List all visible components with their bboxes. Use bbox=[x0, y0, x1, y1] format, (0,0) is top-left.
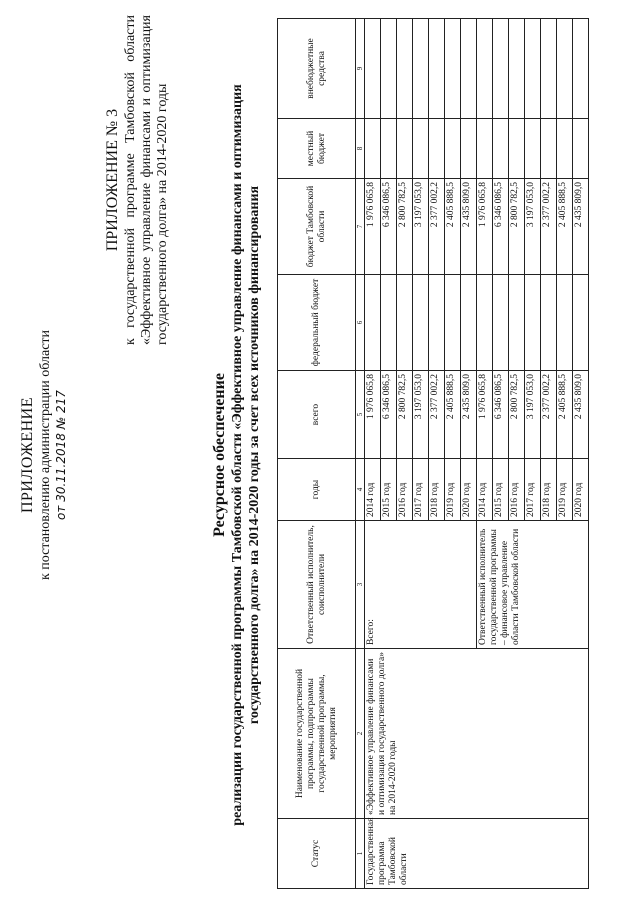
total-cell: 1 976 065,8 bbox=[477, 371, 493, 459]
local-cell bbox=[493, 119, 509, 179]
table-header-row bbox=[278, 19, 356, 889]
federal-cell bbox=[493, 275, 509, 371]
regional-cell: 2 800 782,5 bbox=[509, 179, 525, 275]
regional-cell: 2 435 809,0 bbox=[461, 179, 477, 275]
column-number-row bbox=[356, 19, 365, 889]
year-cell: 2014 год bbox=[477, 459, 493, 521]
col-number: 3 bbox=[356, 521, 365, 649]
federal-cell bbox=[525, 275, 541, 371]
total-cell: 3 197 053,0 bbox=[525, 371, 541, 459]
total-cell: 1 976 065,8 bbox=[365, 371, 381, 459]
year-cell: 2019 год bbox=[445, 459, 461, 521]
col-header-status: Статус bbox=[278, 819, 356, 889]
total-cell: 6 346 086,5 bbox=[493, 371, 509, 459]
total-cell: 3 197 053,0 bbox=[413, 371, 429, 459]
federal-cell bbox=[509, 275, 525, 371]
total-cell: 2 435 809,0 bbox=[573, 371, 589, 459]
federal-cell bbox=[365, 275, 381, 371]
total-cell: 2 405 888,5 bbox=[445, 371, 461, 459]
total-cell: 2 800 782,5 bbox=[509, 371, 525, 459]
federal-cell bbox=[461, 275, 477, 371]
local-cell bbox=[557, 119, 573, 179]
program-name-cell: «Эффективное управление финансами и оптимизация государственного долга» на 2014-2020 годы bbox=[365, 649, 589, 819]
local-cell bbox=[413, 119, 429, 179]
local-cell bbox=[381, 119, 397, 179]
regional-cell: 2 405 888,5 bbox=[557, 179, 573, 275]
federal-cell bbox=[557, 275, 573, 371]
total-cell: 6 346 086,5 bbox=[381, 371, 397, 459]
regional-cell: 1 976 065,8 bbox=[365, 179, 381, 275]
total-cell: 2 800 782,5 bbox=[397, 371, 413, 459]
extrabudget-cell bbox=[413, 19, 429, 119]
col-number: 8 bbox=[356, 119, 365, 179]
regional-cell: 6 346 086,5 bbox=[493, 179, 509, 275]
regional-cell: 2 435 809,0 bbox=[573, 179, 589, 275]
total-cell: 2 377 002,2 bbox=[429, 371, 445, 459]
executor-responsible-cell: Ответственный исполнитель государственной программы – финансовое управление области Тамбовской области bbox=[477, 521, 589, 649]
local-cell bbox=[541, 119, 557, 179]
total-cell: 2 377 002,2 bbox=[541, 371, 557, 459]
federal-cell bbox=[477, 275, 493, 371]
local-cell bbox=[573, 119, 589, 179]
year-cell: 2016 год bbox=[397, 459, 413, 521]
year-cell: 2018 год bbox=[429, 459, 445, 521]
col-number: 2 bbox=[356, 649, 365, 819]
regional-cell: 1 976 065,8 bbox=[477, 179, 493, 275]
col-header-executor: Ответственный исполнитель, соисполнители bbox=[278, 521, 356, 649]
resource-table bbox=[277, 18, 589, 889]
federal-cell bbox=[381, 275, 397, 371]
federal-cell bbox=[445, 275, 461, 371]
local-cell bbox=[477, 119, 493, 179]
title-line-1: Ресурсное обеспечение bbox=[211, 373, 228, 537]
regional-cell: 2 377 002,2 bbox=[429, 179, 445, 275]
document-title bbox=[211, 55, 263, 855]
regional-cell: 2 377 002,2 bbox=[541, 179, 557, 275]
extrabudget-cell bbox=[525, 19, 541, 119]
local-cell bbox=[445, 119, 461, 179]
extrabudget-cell bbox=[493, 19, 509, 119]
federal-cell bbox=[397, 275, 413, 371]
col-header-years: годы bbox=[278, 459, 356, 521]
extrabudget-cell bbox=[541, 19, 557, 119]
year-cell: 2018 год bbox=[541, 459, 557, 521]
local-cell bbox=[461, 119, 477, 179]
year-cell: 2017 год bbox=[413, 459, 429, 521]
federal-cell bbox=[573, 275, 589, 371]
regional-cell: 2 405 888,5 bbox=[445, 179, 461, 275]
local-cell bbox=[429, 119, 445, 179]
local-cell bbox=[509, 119, 525, 179]
extrabudget-cell bbox=[429, 19, 445, 119]
extrabudget-cell bbox=[397, 19, 413, 119]
extrabudget-cell bbox=[461, 19, 477, 119]
title-line-2: реализации государственной программы Тамбовской области «Эффективное управление финансами и оптимизация государственного долга» на 2014-2020 годы за счет всех источников финансирования bbox=[230, 84, 262, 826]
col-number: 6 bbox=[356, 275, 365, 371]
local-cell bbox=[365, 119, 381, 179]
col-header-name: Наименование государственной программы, подпрограммы государственной программы, мероприятия bbox=[278, 649, 356, 819]
col-number: 5 bbox=[356, 371, 365, 459]
federal-cell bbox=[413, 275, 429, 371]
total-cell: 2 435 809,0 bbox=[461, 371, 477, 459]
col-number: 1 bbox=[356, 819, 365, 889]
year-cell: 2015 год bbox=[493, 459, 509, 521]
regional-cell: 6 346 086,5 bbox=[381, 179, 397, 275]
handwritten-date-number: от 30.11.2018 № 217 bbox=[54, 390, 68, 520]
regional-cell: 3 197 053,0 bbox=[413, 179, 429, 275]
extrabudget-cell bbox=[477, 19, 493, 119]
executor-total-cell: Всего: bbox=[365, 521, 477, 649]
appendix-3-text: к государственной программе Тамбовской области «Эффективное управление финансами и оптимизация государственного долга» на 2014-2020 годы bbox=[123, 15, 170, 345]
regional-cell: 3 197 053,0 bbox=[525, 179, 541, 275]
status-cell: Государственная программа Тамбовской области bbox=[365, 819, 589, 889]
col-header-regional: бюджет Тамбовской области bbox=[278, 179, 356, 275]
extrabudget-cell bbox=[509, 19, 525, 119]
regional-cell: 2 800 782,5 bbox=[397, 179, 413, 275]
year-cell: 2015 год bbox=[381, 459, 397, 521]
year-cell: 2019 год bbox=[557, 459, 573, 521]
extrabudget-cell bbox=[573, 19, 589, 119]
total-cell: 2 405 888,5 bbox=[557, 371, 573, 459]
appendix-3-block bbox=[105, 15, 171, 345]
year-cell: 2017 год bbox=[525, 459, 541, 521]
extrabudget-cell bbox=[445, 19, 461, 119]
federal-cell bbox=[429, 275, 445, 371]
col-number: 7 bbox=[356, 179, 365, 275]
col-number: 9 bbox=[356, 19, 365, 119]
federal-cell bbox=[541, 275, 557, 371]
extrabudget-cell bbox=[365, 19, 381, 119]
resolution-reference: к постановлению администрации области bbox=[38, 329, 53, 581]
year-cell: 2020 год bbox=[573, 459, 589, 521]
col-header-federal: федеральный бюджет bbox=[278, 275, 356, 371]
year-cell: 2014 год bbox=[365, 459, 381, 521]
table-row bbox=[365, 19, 381, 889]
col-number: 4 bbox=[356, 459, 365, 521]
rotated-sheet bbox=[15, 15, 635, 895]
col-header-local: местный бюджет bbox=[278, 119, 356, 179]
appendix-3-number: ПРИЛОЖЕНИЕ № 3 bbox=[104, 108, 121, 252]
extrabudget-cell bbox=[381, 19, 397, 119]
local-cell bbox=[525, 119, 541, 179]
extrabudget-cell bbox=[557, 19, 573, 119]
appendix-heading: ПРИЛОЖЕНИЕ bbox=[19, 397, 36, 514]
year-cell: 2016 год bbox=[509, 459, 525, 521]
local-cell bbox=[397, 119, 413, 179]
col-header-total: всего bbox=[278, 371, 356, 459]
year-cell: 2020 год bbox=[461, 459, 477, 521]
col-header-extrabudget: внебюджетные средства bbox=[278, 19, 356, 119]
